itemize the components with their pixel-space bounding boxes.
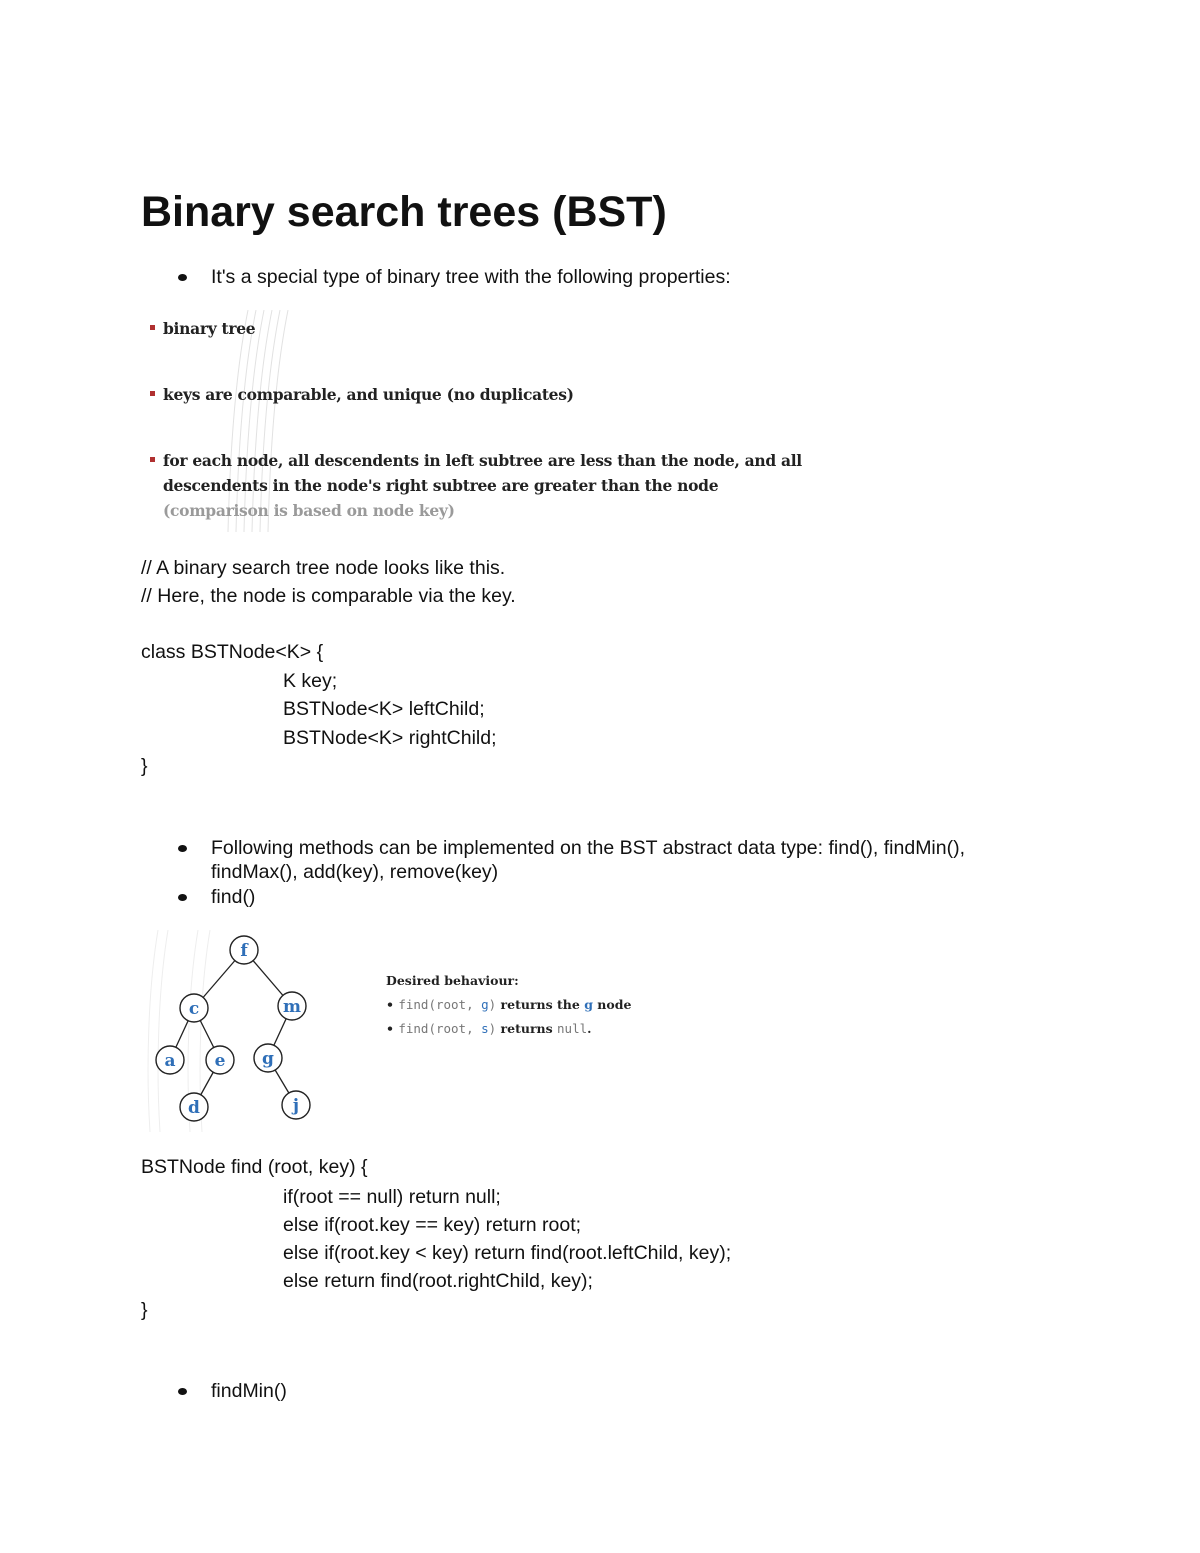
code-line: class BSTNode<K> {: [141, 641, 324, 663]
code-snippet: find(root,: [398, 997, 482, 1012]
tree-node-c: [180, 994, 208, 1022]
tree-node-d: [180, 1093, 208, 1121]
comment-line: // Here, the node is comparable via the key.: [141, 585, 516, 607]
tree-node-j: [282, 1091, 310, 1119]
bullet-glyph: •: [386, 1021, 399, 1036]
slide-item: descendents in the node's right subtree are greater than the node: [163, 476, 719, 495]
tree-node-label: j: [292, 1096, 300, 1116]
code-snippet: ): [488, 997, 497, 1012]
bullet-text: findMin(): [211, 1380, 287, 1402]
behaviour-text: node: [592, 997, 632, 1012]
bullet-text: find(): [211, 886, 256, 908]
code-line: else if(root.key == key) return root;: [283, 1214, 582, 1236]
comment-line: // A binary search tree node looks like this.: [141, 557, 506, 579]
slide-item: for each node, all descendents in left subtree are less than the node, and all: [163, 451, 802, 470]
bullet-dot: [178, 845, 187, 852]
bullet-dot: [178, 1388, 187, 1395]
slide-item: keys are comparable, and unique (no duplicates): [163, 385, 574, 404]
behaviour-item: [386, 1021, 592, 1036]
code-line: K key;: [283, 670, 338, 692]
code-snippet: find(root,: [398, 1021, 482, 1036]
behaviour-text: .: [587, 1021, 592, 1036]
code-line: BSTNode<K> leftChild;: [283, 698, 485, 720]
tree-node-e: [206, 1046, 234, 1074]
tree-node-label: m: [283, 997, 301, 1017]
code-line: }: [141, 1299, 148, 1321]
bst-properties-slide: [140, 310, 802, 532]
red-bullet-icon: [150, 391, 155, 396]
page-title: Binary search trees (BST): [141, 188, 667, 236]
slide-note: (comparison is based on node key): [163, 501, 455, 520]
bullet-text: Following methods can be implemented on the BST abstract data type: find(), findMin(),: [211, 837, 966, 859]
code-line: BSTNode find (root, key) {: [141, 1156, 368, 1178]
behaviour-heading: Desired behaviour:: [386, 973, 519, 988]
slide-decoration: [140, 310, 780, 532]
code-line: if(root == null) return null;: [283, 1186, 501, 1208]
code-arg: s: [481, 1021, 489, 1036]
slide-item: binary tree: [163, 319, 256, 338]
code-line: else return find(root.rightChild, key);: [283, 1270, 593, 1292]
behaviour-arg: g: [584, 997, 593, 1012]
bullet-text: It's a special type of binary tree with the following properties:: [211, 266, 731, 288]
code-snippet: ): [488, 1021, 497, 1036]
tree-node-label: f: [240, 941, 248, 961]
tree-node-f: [230, 936, 258, 964]
bullet-dot: [178, 274, 187, 281]
tree-node-label: e: [214, 1051, 226, 1071]
red-bullet-icon: [150, 457, 155, 462]
code-line: else if(root.key < key) return find(root.leftChild, key);: [283, 1242, 732, 1264]
bullet-glyph: •: [386, 997, 399, 1012]
tree-node-label: a: [164, 1051, 176, 1071]
behaviour-arg: null: [557, 1021, 588, 1036]
tree-node-label: c: [188, 999, 200, 1019]
behaviour-item: [386, 997, 631, 1012]
tree-node-m: [278, 992, 306, 1020]
tree-node-label: g: [262, 1049, 274, 1069]
tree-node-g: [254, 1044, 282, 1072]
behaviour-text: returns the: [496, 997, 585, 1012]
code-arg: g: [481, 997, 489, 1012]
behaviour-text: returns: [496, 1021, 558, 1036]
bst-find-slide: [140, 930, 648, 1132]
bullet-dot: [178, 894, 187, 901]
tree-node-a: [156, 1046, 184, 1074]
code-line: BSTNode<K> rightChild;: [283, 727, 497, 749]
code-line: }: [141, 755, 148, 777]
red-bullet-icon: [150, 325, 155, 330]
tree-node-label: d: [188, 1098, 200, 1118]
bullet-text: findMax(), add(key), remove(key): [211, 861, 499, 883]
